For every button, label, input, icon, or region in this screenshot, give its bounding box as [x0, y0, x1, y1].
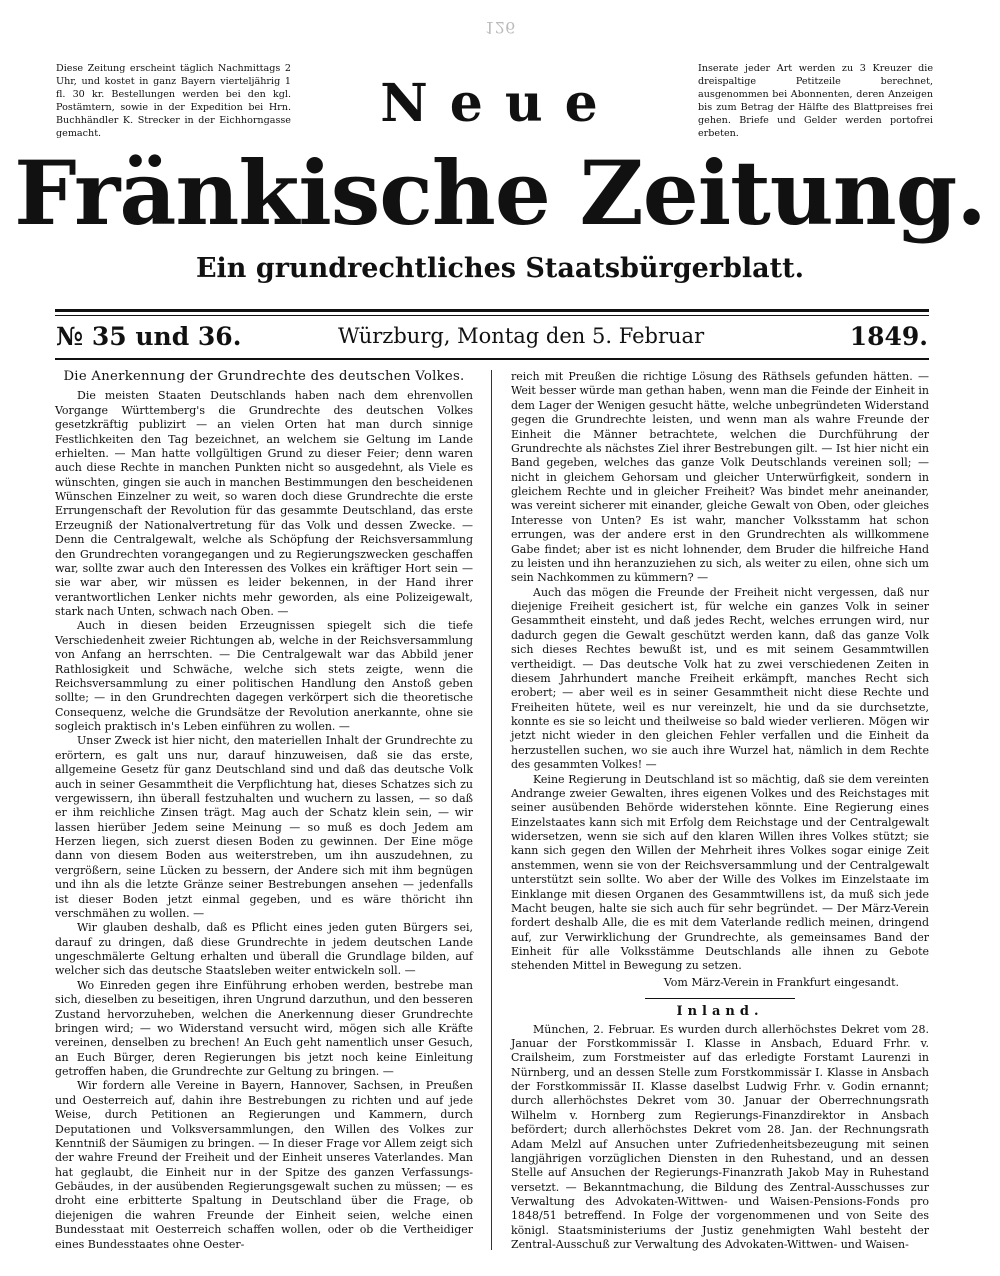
article-paragraph: Keine Regierung in Deutschland ist so mächtig, daß sie dem vereinten Andrange zweier Gewalten, ihres eigenen Volkes und des Reichstages mit seiner ausübenden Behörde widerstehen könnte. Eine Regierung eines Einzelstaates kann sich mit Erfolg dem Reichstage und der Centralgewalt widersetzen, wenn sie sich auf den klaren Willen ihres Volkes stützt; sie kann sich gegen den Willen der Mehrheit ihres Volkes sogar einige Zeit anstemmen, wenn sie von der Reichsversammlung und der Centralgewalt unterstützt sein sollte. Wo aber der Wille des Volkes im Einzelstaate im Einklange mit diesen Organen des Gesammtwillens ist, da muß sich jede Macht beugen, halte sie sich auch für sehr begründet. — Der März-Verein fordert deshalb Alle, die es mit dem Vaterlande redlich meinen, dringend auf, zur Verwirklichung der Grundrechte, als gemeinsames Band der Einheit für alle Volksstämme Deutschlands alle ihnen zu Gebote stehenden Mittel in Bewegung zu setzen. [511, 772, 929, 973]
article-paragraph: Unser Zweck ist hier nicht, den materiellen Inhalt der Grundrechte zu erörtern, es galt uns nur, darauf hinzuweisen, daß sie das erste, allgemeine Gesetz für ganz Deutschland sind und daß das deutsche Volk auch in seiner Gesammtheit die Verpflichtung hat, dieses Schatzes sich zu vergewissern, ihn überall festzuhalten und wuchern zu lassen, — so daß er ihm reichliche Zinsen trägt. Mag auch der Schatz klein sein, — wir lassen hierüber Jedem seine Meinung — so muß es doch Jedem am Herzen liegen, sich zuerst diesen Boden zu gewinnen. Der Eine möge dann von diesem Boden aus weiterstreben, um ihn auszudehnen, zu vergrößern, seine Lücken zu bessern, der Andere sich mit ihm begnügen und ihn als die letzte Gränze seiner Bestrebungen ansehen — jedenfalls ist dieser Boden jetzt einmal gegeben, und es wäre thöricht ihn verschmähen zu wollen. — [55, 734, 473, 920]
page-number: 126 [484, 18, 516, 37]
issue-year: 1849. [849, 322, 928, 351]
issue-number: № 35 und 36. [56, 322, 242, 351]
article-paragraph-continued: reich mit Preußen die richtige Lösung des Räthsels gefunden hätten. — Weit besser würde man gethan haben, wenn man die Feinde der Einheit in dem Lager der Wenigen gesucht hätte, welche unbegründeten Widerstand gegen die Grundrechte leisten, und wenn man als wahre Freunde der Einheit die Männer betrachtete, welchen die Durchführung der Grundrechte als nächstes Ziel ihrer Bestrebungen gilt. — Ist hier nicht ein Band gegeben, welches das ganze Volk Deutschlands vereinen soll; — nicht in gleichem Gehorsam und gleicher Unterwürfigkeit, sondern in gleichem Rechte und in gleicher Freiheit? Was bindet mehr aneinander, was vereint sicherer mit einander, gleiche Gewalt von Oben, oder gleiches Interesse von Unten? Es ist wahr, mancher Volksstamm hat schon errungen, was der andere erst in den Grundrechten als willkommene Gabe findet; aber ist es nicht lohnender, dem Bruder die hilfreiche Hand zu leisten und ihn heranzuziehen zu sich, als weiter zu eilen, ohne sich um sein Nachkommen zu kümmern? — [511, 370, 929, 585]
article-paragraph: Auch das mögen die Freunde der Freiheit nicht vergessen, daß nur diejenige Freiheit gesichert ist, für welche ein ganzes Volk in seiner Gesammtheit einsteht, und daß jedes Recht, welches errungen wird, nur dadurch gegen die Gewalt geschützt werden kann, daß das ganze Volk sich dieses Rechtes bewußt ist, und es mit seinem Gesammtwillen vertheidigt. — Das deutsche Volk hat zu zwei verschiedenen Zeiten in diesem Jahrhundert manche Freiheit erkämpft, manches Recht sich erobert; — aber weil es in seiner Gesammtheit nicht diese Rechte und Freiheiten hütete, weil es nur vereinzelt, hie und da sie durchsetzte, konnte es sie so leicht und theilweise so bald wieder verlieren. Mögen wir jetzt nicht wieder in den gleichen Fehler verfallen und die Einheit da herzustellen suchen, wo sie auch ihre Wurzel hat, nämlich in dem Rechte des gesammten Volkes! — [511, 585, 929, 772]
masthead-subtitle: Ein grundrechtliches Staatsbürgerblatt. [195, 253, 805, 284]
article-paragraph: Auch in diesen beiden Erzeugnissen spiegelt sich die tiefe Verschiedenheit zweier Richtungen ab, welche in der Reichsversammlung von Anfang an herrschten. — Die Centralgewalt war das Abbild jener Rathlosigkeit und Schwäche, welche sich stets zeigte, wenn die Reichsversammlung zu einer politischen Handlung den Anstoß geben sollte; — in den Grundrechten dagegen verkörpert sich die theoretische Consequenz, welche die Grundsätze der Revolution anerkannte, ohne sie sogleich praktisch in's Leben einführen zu wollen. — [55, 619, 473, 733]
article-headline: Die Anerkennung der Grundrechte des deutschen Volkes. [63, 369, 465, 384]
dateline [56, 322, 928, 356]
masthead-rule-thick [55, 309, 929, 312]
article-paragraph: Wo Einreden gegen ihre Einführung erhoben werden, bestrebe man sich, dieselben zu beseitigen, ihren Ungrund darzuthun, und den besseren Zustand hervorzuheben, welchen die Anerkennung dieser Grundrechte bringen wird; — wo Widerstand versucht wird, mögen sich alle Kräfte vereinen, denselben zu brechen! An Euch geht namentlich unser Gesuch, an Euch Bürger, deren Regierungen bis jetzt noch keine Einleitung getroffen haben, die Grundrechte zur Geltung zu bringen. — [55, 978, 473, 1078]
column-divider [491, 370, 492, 1250]
article-paragraph: Wir glauben deshalb, daß es Pflicht eines jeden guten Bürgers sei, darauf zu dringen, daß diese Grundrechte in jedem deutschen Lande ungeschmälerte Geltung erhalten und überall die Grundlage bilden, auf welcher sich das deutsche Staatsleben weiter entwickeln soll. — [55, 921, 473, 978]
place-date: Würzburg, Montag den 5. Februar [338, 324, 705, 348]
dateline-rule [55, 358, 929, 360]
subscription-notice: Diese Zeitung erscheint täglich Nachmittags 2 Uhr, und kostet in ganz Bayern vierteljährig 1 fl. 30 kr. Bestellungen werden bei den kgl. Postämtern, sowie in der Expedition bei Hrn. Buchhändler K. Strecker in der Eichhorngasse gemacht. [56, 63, 291, 139]
advertising-notice: Inserate jeder Art werden zu 3 Kreuzer die dreispaltige Petitzeile berechnet, ausgenommen bei Abonnenten, deren Anzeigen bis zum Betrag der Hälfte des Blattpreises frei gehen. Briefe und Gelder werden portofrei erbeten. [698, 63, 933, 139]
article-paragraph: Die meisten Staaten Deutschlands haben nach dem ehrenvollen Vorgange Württemberg's die Grundrechte des deutschen Volkes gesetzkräftig publizirt — an vielen Orten hat man durch sinnige Festlichkeiten den Tag bezeichnet, an welchem sie Geltung im Lande erhielten. — Man hatte vollgültigen Grund zu dieser Feier; denn waren auch diese Rechte in manchen Punkten nicht so ausgedehnt, als Viele es wünschten, gingen sie auch in manchen Bestimmungen den bescheidenen Wünschen Einzelner zu weit, so waren doch diese Grundrechte die erste Errungenschaft der Revolution für das gesammte Deutschland, das erste Erzeugniß der Nationalvertretung für das Volk und dessen Zwecke. — Denn die Centralgewalt, welche als Schöpfung der Reichsversammlung den Grundrechten vorangegangen und zu Regierungszwecken geschaffen war, sollte zwar auch den Interessen des Volkes ein kräftiger Hort sein — sie war aber, wir müssen es leider bekennen, in der Hand ihrer verantwortlichen Lenker nichts mehr geworden, als eine Polizeigewalt, stark nach Unten, schwach nach Oben. — [55, 389, 473, 618]
article-signature: Vom März-Verein in Frankfurt eingesandt. [663, 975, 899, 989]
news-paragraph: München, 2. Februar. Es wurden durch allerhöchstes Dekret vom 28. Januar der Forstkommissär I. Klasse in Ansbach, Eduard Frhr. v. Crailsheim, zum Forstmeister auf das erledigte Forstamt Laurenzi in Nürnberg, und an dessen Stelle zum Forstkommissär I. Klasse in Ansbach der Forstkommissär II. Klasse daselbst Ludwig Frhr. v. Godin ernannt; durch allerhöchstes Dekret vom 30. Januar der Oberrechnungsrath Wilhelm v. Hornberg zum Regierungs-Finanzdirektor in Ansbach befördert; durch allerhöchstes Dekret vom 28. Jan. der Rechnungsrath Adam Melzl auf Ansuchen unter Zufriedenheitsbezeugung mit seinen langjährigen vorzüglichen Diensten in den Ruhestand, und an dessen Stelle auf Ansuchen der Regierungs-Finanzrath Jakob May in Ruhestand versetzt. — Bekanntmachung, die Bildung des Zentral-Ausschusses zur Verwaltung des Advokaten-Wittwen- und Waisen-Pensions-Fonds pro 1848/51 betreffend. In Folge der vorgenommenen und von Seite des königl. Staatsministeriums der Justiz genehmigten Wahl besteht der Zentral-Ausschuß zur Verwaltung des Advokaten-Wittwen- und Waisen- [511, 1022, 929, 1252]
left-column [55, 370, 473, 1252]
section-divider [645, 998, 795, 999]
masthead-neue: Neue [380, 73, 620, 134]
right-column [511, 370, 929, 1253]
masthead-rule-thin [55, 315, 929, 316]
article-paragraph: Wir fordern alle Vereine in Bayern, Hannover, Sachsen, in Preußen und Oesterreich auf, dahin ihre Bestrebungen zu richten und auf jede Weise, durch Petitionen an Regierungen und Kammern, durch Deputationen und Volksversammlungen, den Willen des Volkes zur Kenntniß der Säumigen zu bringen. — In dieser Frage vor Allem zeigt sich der wahre Freund der Freiheit und der Einheit unseres Vaterlandes. Man hat geglaubt, die Einheit nur in der Spitze des ganzen Verfassungs-Gebäudes, in der ausübenden Regierungsgewalt suchen zu müssen; — es droht eine erbitterte Spaltung in Deutschland über die Frage, ob diejenigen die wahren Freunde der Einheit seien, welche einen Bundesstaat mit Oesterreich schaffen wollen, oder ob die Vertheidiger eines Bundesstaates ohne Oester- [55, 1079, 473, 1251]
section-heading: Inland. [676, 1004, 764, 1020]
masthead-title: Fränkische Zeitung. [14, 141, 986, 245]
